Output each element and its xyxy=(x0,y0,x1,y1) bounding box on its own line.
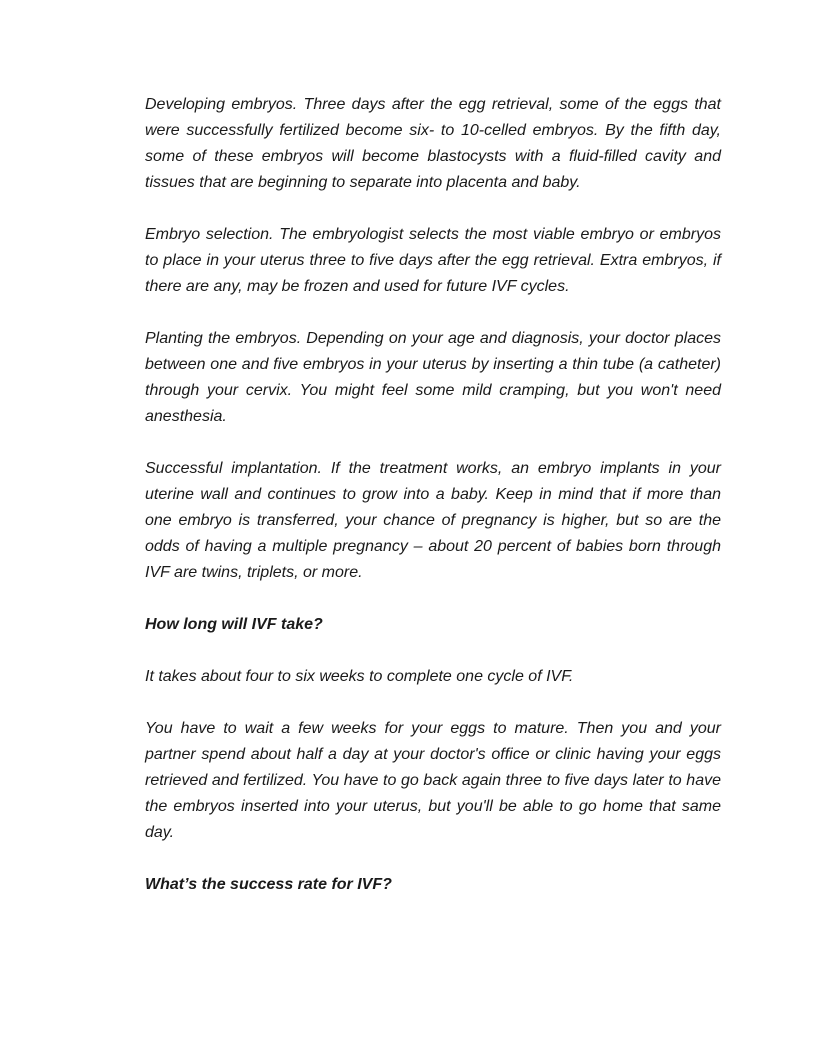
heading-success-rate: What’s the success rate for IVF? xyxy=(145,876,392,893)
paragraph-cycle-duration: It takes about four to six weeks to complete one cycle of IVF. xyxy=(145,668,574,685)
paragraph-embryo-selection: Embryo selection. The embryologist selects the most viable embryo or embryos to place in your uterus three to five days after the egg retrieval. Extra embryos, if there are any, may be frozen and used for future IVF cycles. xyxy=(145,226,721,295)
document-body xyxy=(145,92,721,924)
paragraph-planting-embryos: Planting the embryos. Depending on your age and diagnosis, your doctor places between one and five embryos in your uterus by inserting a thin tube (a catheter) through your cervix. You might feel some mild cramping, but you won't need anesthesia. xyxy=(145,330,721,425)
paragraph-waiting-process: You have to wait a few weeks for your eggs to mature. Then you and your partner spend about half a day at your doctor's office or clinic having your eggs retrieved and fertilized. You have to go back again three to five days later to have the embryos inserted into your uterus, but you'll be able to go home that same day. xyxy=(145,720,721,841)
paragraph-developing-embryos: Developing embryos. Three days after the egg retrieval, some of the eggs that were successfully fertilized become six- to 10-celled embryos. By the fifth day, some of these embryos will become blastocysts with a fluid-filled cavity and tissues that are beginning to separate into placenta and baby. xyxy=(145,96,721,191)
paragraph-successful-implantation: Successful implantation. If the treatment works, an embryo implants in your uterine wall and continues to grow into a baby. Keep in mind that if more than one embryo is transferred, your chance of pregnancy is higher, but so are the odds of having a multiple pregnancy – about 20 percent of babies born through IVF are twins, triplets, or more. xyxy=(145,460,721,581)
heading-how-long-ivf: How long will IVF take? xyxy=(145,616,323,633)
